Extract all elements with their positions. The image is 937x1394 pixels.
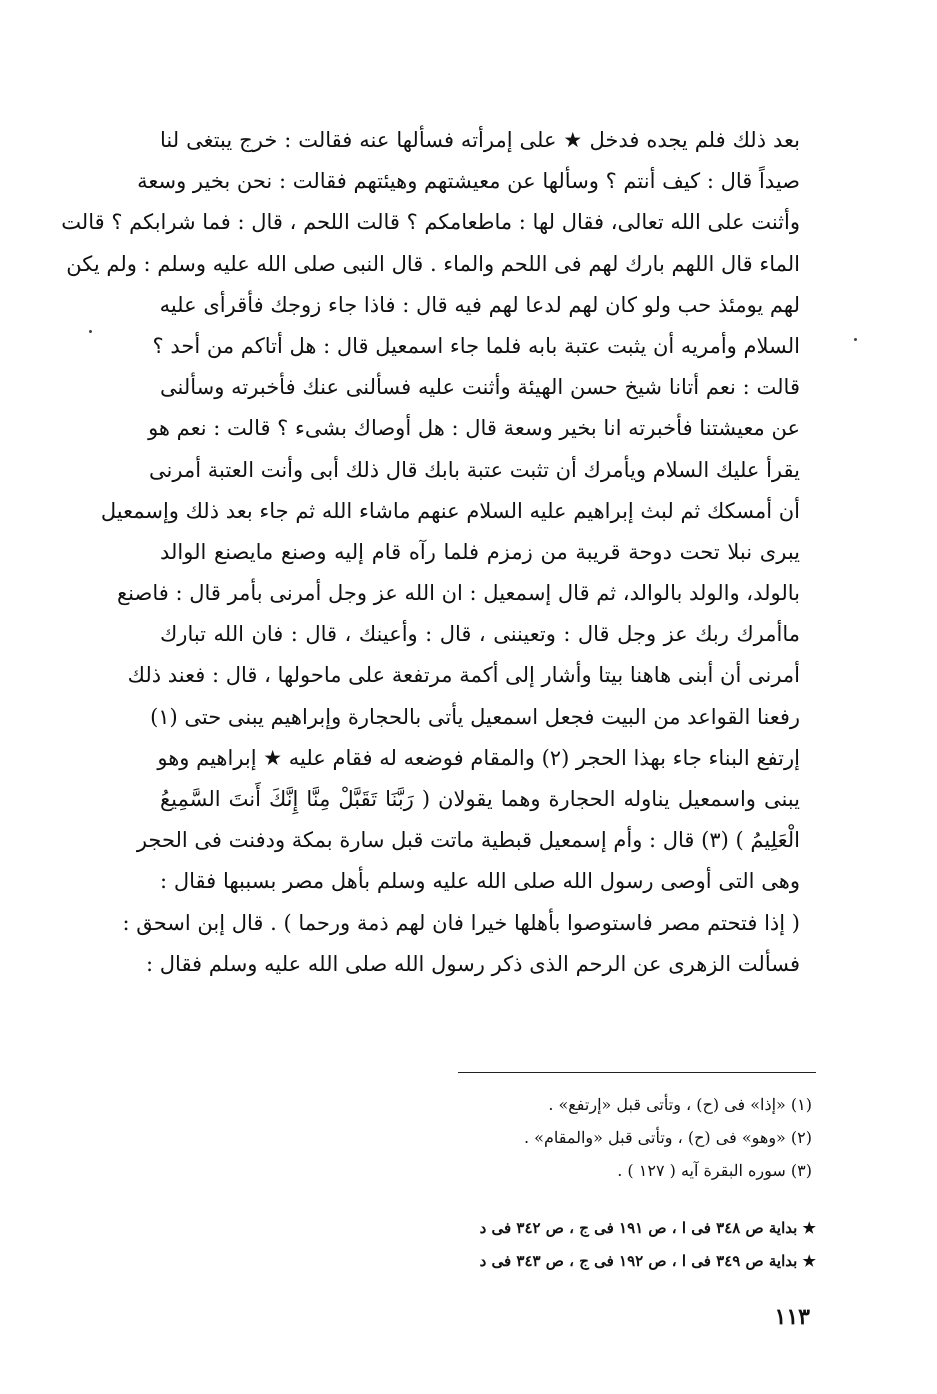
footnote-divider (458, 1072, 816, 1073)
star-note: ★ بداية ص ٣٤٩ فى ا ، ص ١٩٢ فى ج ، ص ٣٤٣ فى د (479, 1252, 816, 1270)
scan-speck (89, 330, 92, 333)
text-line: قالت : نعم أتانا شيخ حسن الهيئة وأثنت عليه فسألنى عنك فأخبرته وسألنى (160, 375, 800, 400)
footnote: (١) «إذا» فى (ح) ، وتأتى قبل «إرتفع» . (548, 1095, 812, 1114)
text-line: يقرأ عليك السلام ويأمرك أن تثبت عتبة بابك قال ذلك أبى وأنت العتبة أمرنى (149, 457, 800, 482)
manuscript-page-markers (320, 1212, 816, 1278)
text-line: الْعَلِيمُ ) (٣) قال : وأم إسمعيل قبطية ماتت قبل سارة بمكة ودفنت فى الحجر (136, 828, 800, 853)
text-line: لهم يومئذ حب ولو كان لهم لدعا لهم فيه قال : فاذا جاء زوجك فأقرأى عليه (159, 292, 800, 317)
text-line: إرتفع البناء جاء بهذا الحجر (٢) والمقام فوضعه له فقام عليه ★ إبراهيم وهو (157, 745, 800, 770)
text-line: السلام وأمريه أن يثبت عتبة بابه فلما جاء اسمعيل قال : هل أتاكم من أحد ؟ (152, 333, 800, 358)
main-text (61, 120, 800, 985)
text-line: فسألت الزهرى عن الرحم الذى ذكر رسول الله صلى الله عليه وسلم فقال : (146, 951, 800, 976)
text-line: الماء قال اللهم بارك لهم فى اللحم والماء . قال النبى صلى الله عليه وسلم : ولم يكن (66, 251, 800, 276)
text-line: وأثنت على الله تعالى، فقال لها : ماطعامكم ؟ قالت اللحم ، قال : فما شرابكم ؟ قالت (61, 210, 800, 235)
text-line: عن معيشتنا فأخبرته انا بخير وسعة قال : هل أوصاك بشىء ؟ قالت : نعم هو (148, 416, 800, 441)
text-line: ماأمرك ربك عز وجل قال : وتعيننى ، قال : وأعينك ، قال : فان الله تبارك (160, 622, 800, 647)
text-line: بالولد، والولد بالوالد، ثم قال إسمعيل : ان الله عز وجل أمرنى بأمر قال : فاصنع (116, 581, 800, 606)
scan-speck (854, 338, 857, 341)
text-line: بعد ذلك فلم يجده فدخل ★ على إمرأته فسألها عنه فقالت : خرج يبتغى لنا (160, 128, 800, 152)
text-line: يبرى نبلا تحت دوحة قريبة من زمزم فلما رآه قام إليه وصنع مايصنع الوالد (160, 539, 800, 564)
text-line: وهى التى أوصى رسول الله صلى الله عليه وسلم بأهل مصر بسببها فقال : (160, 869, 800, 894)
text-line: رفعنا القواعد من البيت فجعل اسمعيل يأتى بالحجارة وإبراهيم يبنى حتى (١) (150, 704, 800, 729)
text-line: أمرنى أن أبنى هاهنا بيتا وأشار إلى أكمة مرتفعة على ماحولها ، قال : فعند ذلك (127, 663, 800, 688)
text-line: أن أمسكك ثم لبث إبراهيم عليه السلام عنهم ماشاء الله ثم جاء بعد ذلك وإسمعيل (100, 498, 800, 523)
star-note: ★ بداية ص ٣٤٨ فى ا ، ص ١٩١ فى ج ، ص ٣٤٢ فى د (479, 1219, 816, 1237)
text-line: ( إذا فتحتم مصر فاستوصوا بأهلها خيرا فان لهم ذمة ورحما ) . قال إبن اسحق : (122, 910, 800, 935)
footnote: (٣) سوره البقرة آيه ( ١٢٧ ) . (617, 1161, 812, 1180)
page-number: ١١٣ (774, 1304, 810, 1330)
footnote: (٢) «وهو» فى (ح) ، وتأتى قبل «والمقام» . (523, 1128, 812, 1147)
text-line: يبنى واسمعيل يناوله الحجارة وهما يقولان ( رَبَّنَا تَقَبَّلْ مِنَّا إِنَّكَ أَنتَ السَّمِيعُ (160, 787, 800, 811)
text-line: صيداً قال : كيف أنتم ؟ وسألها عن معيشتهم وهيئتهم فقالت : نحن بخير وسعة (137, 169, 800, 194)
footnotes (300, 1088, 812, 1187)
